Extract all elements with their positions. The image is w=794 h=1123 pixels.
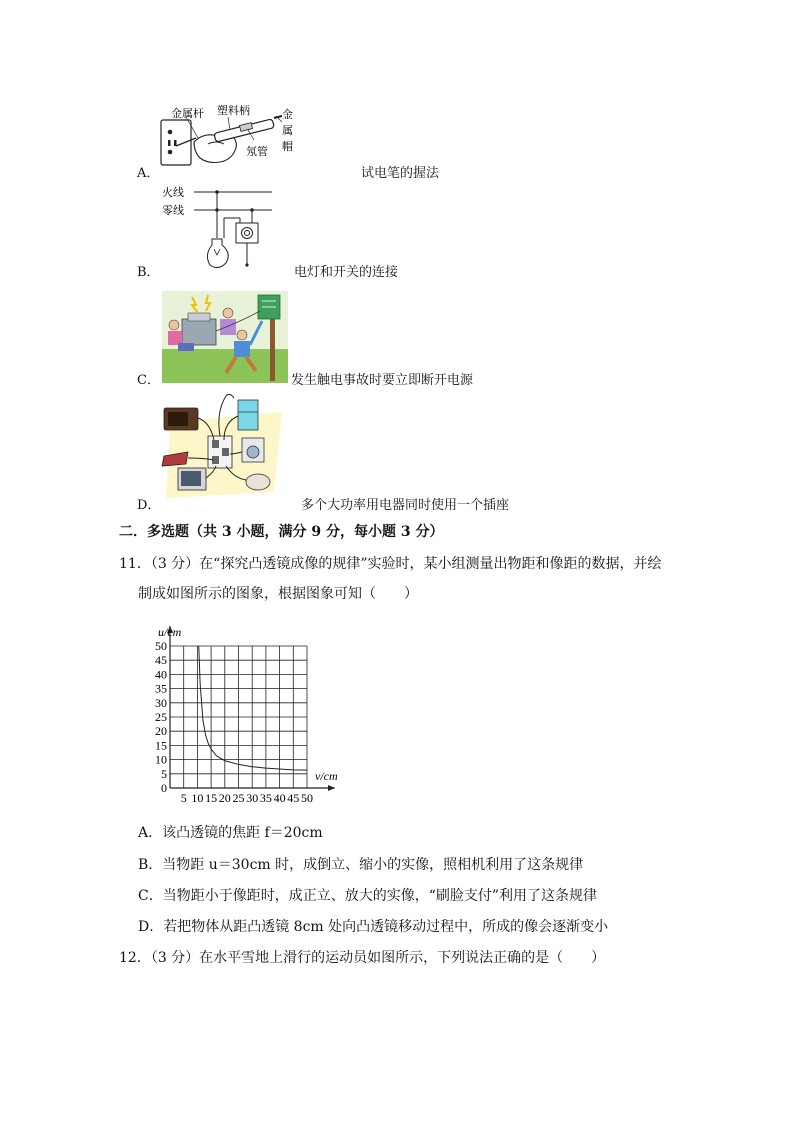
x-tick-label: 30 bbox=[246, 791, 259, 805]
q11-option-d: D．若把物体从距凸透镜 8cm 处向凸透镜移动过程中，所成的像会逐渐变小 bbox=[138, 919, 609, 935]
electric-shock-rescue-figure bbox=[162, 291, 288, 383]
x-tick-label: 35 bbox=[259, 791, 272, 805]
q11-option-c: C．当物距小于像距时，成正立、放大的实像，“刷脸支付”利用了这条规律 bbox=[138, 888, 598, 904]
x-tick-label: 15 bbox=[205, 791, 218, 805]
q11-option-b: B．当物距 u＝30cm 时，成倒立、缩小的实像，照相机利用了这条规律 bbox=[138, 857, 584, 873]
label-metal-cap-2: 属 bbox=[282, 124, 293, 137]
x-tick-label: 20 bbox=[218, 791, 231, 805]
y-tick-label: 30 bbox=[155, 695, 167, 710]
option-d-caption: 多个大功率用电器同时使用一个插座 bbox=[301, 498, 510, 513]
test-pen-grip-figure bbox=[158, 104, 303, 170]
series-curve bbox=[199, 646, 307, 770]
chart-series bbox=[199, 646, 307, 770]
option-b-caption: 电灯和开关的连接 bbox=[294, 265, 399, 280]
option-c-caption: 发生触电事故时要立即断开电源 bbox=[291, 373, 474, 388]
y-tick-label: 45 bbox=[155, 653, 167, 668]
overloaded-socket-figure bbox=[160, 392, 282, 502]
x-tick-label: 10 bbox=[191, 791, 204, 805]
lamp-switch-circuit-figure bbox=[160, 183, 280, 273]
q11-stem-line1: 11．（3 分）在“探究凸透镜成像的规律”实验时，某小组测量出物距和像距的数据，并绘 bbox=[119, 556, 662, 572]
x-tick-label: 5 bbox=[180, 791, 187, 805]
chart-grid bbox=[170, 646, 307, 788]
y-tick-label: 5 bbox=[161, 766, 167, 781]
option-b-letter: B． bbox=[137, 265, 160, 280]
y-tick-label: 15 bbox=[155, 738, 167, 753]
chart-y-axis-label: u/cm bbox=[158, 625, 182, 639]
section-heading: 二．多选题（共 3 小题，满分 9 分，每小题 3 分） bbox=[119, 524, 444, 540]
option-a-letter: A． bbox=[137, 166, 160, 181]
x-tick-label: 40 bbox=[273, 791, 286, 805]
option-a-caption: 试电笔的握法 bbox=[361, 166, 440, 181]
label-metal-rod: 金属杆 bbox=[171, 107, 204, 120]
label-live-wire: 火线 bbox=[162, 186, 184, 199]
label-metal-cap-3: 帽 bbox=[282, 140, 293, 153]
option-c-letter: C． bbox=[137, 373, 160, 388]
y-tick-label: 20 bbox=[155, 724, 167, 739]
x-tick-label: 50 bbox=[301, 791, 313, 805]
option-d-letter: D． bbox=[137, 498, 161, 513]
y-tick-label: 35 bbox=[155, 681, 167, 696]
chart-ticks bbox=[155, 639, 313, 805]
y-tick-label: 10 bbox=[155, 752, 167, 767]
lens-image-distance-chart bbox=[128, 616, 358, 806]
chart-x-axis-label: v/cm bbox=[315, 769, 338, 783]
label-neutral-wire: 零线 bbox=[162, 204, 184, 217]
x-tick-label: 45 bbox=[287, 791, 300, 805]
x-axis-arrow bbox=[328, 785, 335, 791]
label-plastic-handle: 塑料柄 bbox=[217, 104, 250, 117]
y-tick-label: 40 bbox=[155, 667, 167, 682]
y-tick-label: 0 bbox=[161, 781, 167, 795]
y-tick-label: 50 bbox=[155, 639, 167, 653]
q12-stem: 12．（3 分）在水平雪地上滑行的运动员如图所示，下列说法正确的是（ ） bbox=[119, 950, 606, 966]
x-tick-label: 25 bbox=[232, 791, 245, 805]
label-metal-cap-1: 金 bbox=[282, 108, 293, 121]
y-tick-label: 25 bbox=[155, 710, 167, 724]
label-neon-tube: 氖管 bbox=[246, 145, 268, 158]
q11-stem-line2: 制成如图所示的图象，根据图象可知（ ） bbox=[138, 586, 418, 602]
q11-option-a: A．该凸透镜的焦距 f＝20cm bbox=[138, 825, 323, 841]
